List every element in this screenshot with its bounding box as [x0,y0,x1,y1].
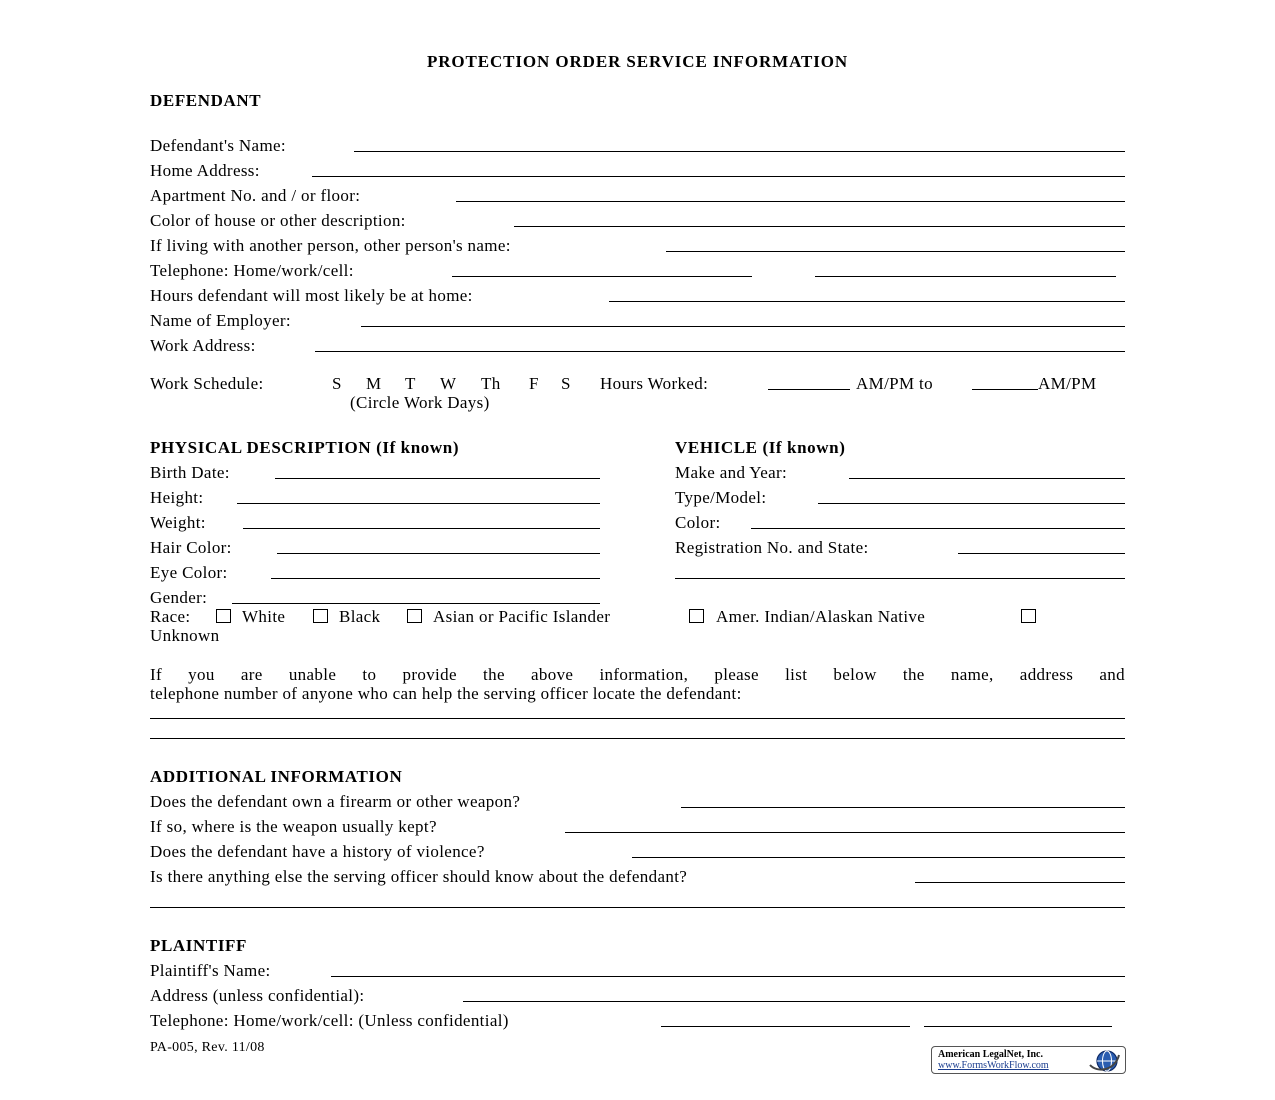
living-with-label: If living with another person, other person's name: [150,236,511,255]
race-unknown-checkbox[interactable] [1021,609,1036,623]
day-saturday[interactable]: S [561,374,571,393]
race-amer-indian-checkbox[interactable] [689,609,704,623]
hours-worked-to-field[interactable] [972,389,1038,390]
plaintiff-telephone-label: Telephone: Home/work/cell: (Unless confidential) [150,1011,509,1030]
race-white-checkbox[interactable] [216,609,231,623]
apartment-field[interactable] [456,201,1125,202]
type-model-label: Type/Model: [675,488,767,507]
company-website-link[interactable]: www.FormsWorkFlow.com [938,1060,1049,1071]
home-address-field[interactable] [312,176,1125,177]
defendant-heading: DEFENDANT [150,91,262,110]
anything-else-field[interactable] [915,882,1125,883]
make-year-field[interactable] [849,478,1125,479]
anything-else-label: Is there anything else the serving officer should know about the defendant? [150,867,688,886]
company-logo [931,1046,1126,1074]
defendant-name-field[interactable] [354,151,1125,152]
race-white-label: White [242,607,286,626]
form-id: PA-005, Rev. 11/08 [150,1040,265,1055]
plaintiff-telephone-field-1[interactable] [661,1026,910,1027]
hair-color-label: Hair Color: [150,538,232,557]
eye-color-field[interactable] [271,578,600,579]
locate-field-1[interactable] [150,718,1125,719]
day-thursday[interactable]: Th [481,374,501,393]
day-monday[interactable]: M [366,374,382,393]
race-black-checkbox[interactable] [313,609,328,623]
day-tuesday[interactable]: T [405,374,416,393]
birth-date-field[interactable] [275,478,600,479]
plaintiff-address-field[interactable] [463,1001,1125,1002]
race-amer-indian-label: Amer. Indian/Alaskan Native [716,607,926,626]
plaintiff-heading: PLAINTIFF [150,936,248,955]
height-label: Height: [150,488,204,507]
vehicle-color-field[interactable] [751,528,1125,529]
defendant-telephone-field-2[interactable] [815,276,1116,277]
defendant-telephone-field-1[interactable] [452,276,752,277]
firearm-field[interactable] [681,807,1125,808]
hours-home-label: Hours defendant will most likely be at home: [150,286,473,305]
day-friday[interactable]: F [529,374,539,393]
day-sunday[interactable]: S [332,374,342,393]
type-model-field[interactable] [818,503,1125,504]
anything-else-field-2[interactable] [150,907,1125,908]
defendant-telephone-label: Telephone: Home/work/cell: [150,261,354,280]
house-color-field[interactable] [514,226,1125,227]
locate-paragraph-line-1: If you are unable to provide the above information, please list below the name, address and [150,665,1125,684]
locate-paragraph-line-2: telephone number of anyone who can help the serving officer locate the defendant: [150,684,742,703]
hours-worked-from-field[interactable] [768,389,850,390]
home-address-label: Home Address: [150,161,260,180]
weight-label: Weight: [150,513,206,532]
vehicle-color-label: Color: [675,513,721,532]
birth-date-label: Birth Date: [150,463,230,482]
work-address-field[interactable] [315,351,1125,352]
gender-label: Gender: [150,588,208,607]
registration-field[interactable] [958,553,1125,554]
registration-label: Registration No. and State: [675,538,869,557]
form-title: PROTECTION ORDER SERVICE INFORMATION [426,52,849,71]
race-black-label: Black [339,607,381,626]
employer-label: Name of Employer: [150,311,291,330]
locate-paragraph [150,665,1125,703]
registration-field-2[interactable] [675,578,1125,579]
weapon-kept-label: If so, where is the weapon usually kept? [150,817,437,836]
violence-field[interactable] [632,857,1125,858]
firearm-label: Does the defendant own a firearm or other weapon? [150,792,521,811]
circle-note: (Circle Work Days) [350,393,490,412]
plaintiff-name-field[interactable] [331,976,1125,977]
work-schedule-label: Work Schedule: [150,374,264,393]
living-with-field[interactable] [666,251,1125,252]
race-unknown-label: Unknown [150,626,220,645]
day-wednesday[interactable]: W [440,374,457,393]
eye-color-label: Eye Color: [150,563,228,582]
height-field[interactable] [237,503,600,504]
company-name: American LegalNet, Inc. [938,1049,1043,1060]
plaintiff-address-label: Address (unless confidential): [150,986,365,1005]
work-address-label: Work Address: [150,336,256,355]
additional-heading: ADDITIONAL INFORMATION [150,767,403,786]
race-asian-label: Asian or Pacific Islander [433,607,611,626]
defendant-name-label: Defendant's Name: [150,136,286,155]
weight-field[interactable] [243,528,600,529]
house-color-label: Color of house or other description: [150,211,406,230]
employer-field[interactable] [361,326,1125,327]
locate-field-2[interactable] [150,738,1125,739]
race-label: Race: [150,607,191,626]
weapon-kept-field[interactable] [565,832,1125,833]
make-year-label: Make and Year: [675,463,788,482]
plaintiff-telephone-field-2[interactable] [924,1026,1112,1027]
hours-worked-label: Hours Worked: [600,374,709,393]
violence-label: Does the defendant have a history of violence? [150,842,485,861]
physical-heading: PHYSICAL DESCRIPTION (If known) [150,438,460,457]
ampm-to-label: AM/PM to [856,374,933,393]
ampm-label: AM/PM [1038,374,1097,393]
vehicle-heading: VEHICLE (If known) [675,438,846,457]
apartment-label: Apartment No. and / or floor: [150,186,361,205]
hours-home-field[interactable] [609,301,1125,302]
hair-color-field[interactable] [277,553,600,554]
gender-field[interactable] [232,603,600,604]
plaintiff-name-label: Plaintiff's Name: [150,961,271,980]
race-asian-checkbox[interactable] [407,609,422,623]
globe-icon [1087,1049,1121,1073]
